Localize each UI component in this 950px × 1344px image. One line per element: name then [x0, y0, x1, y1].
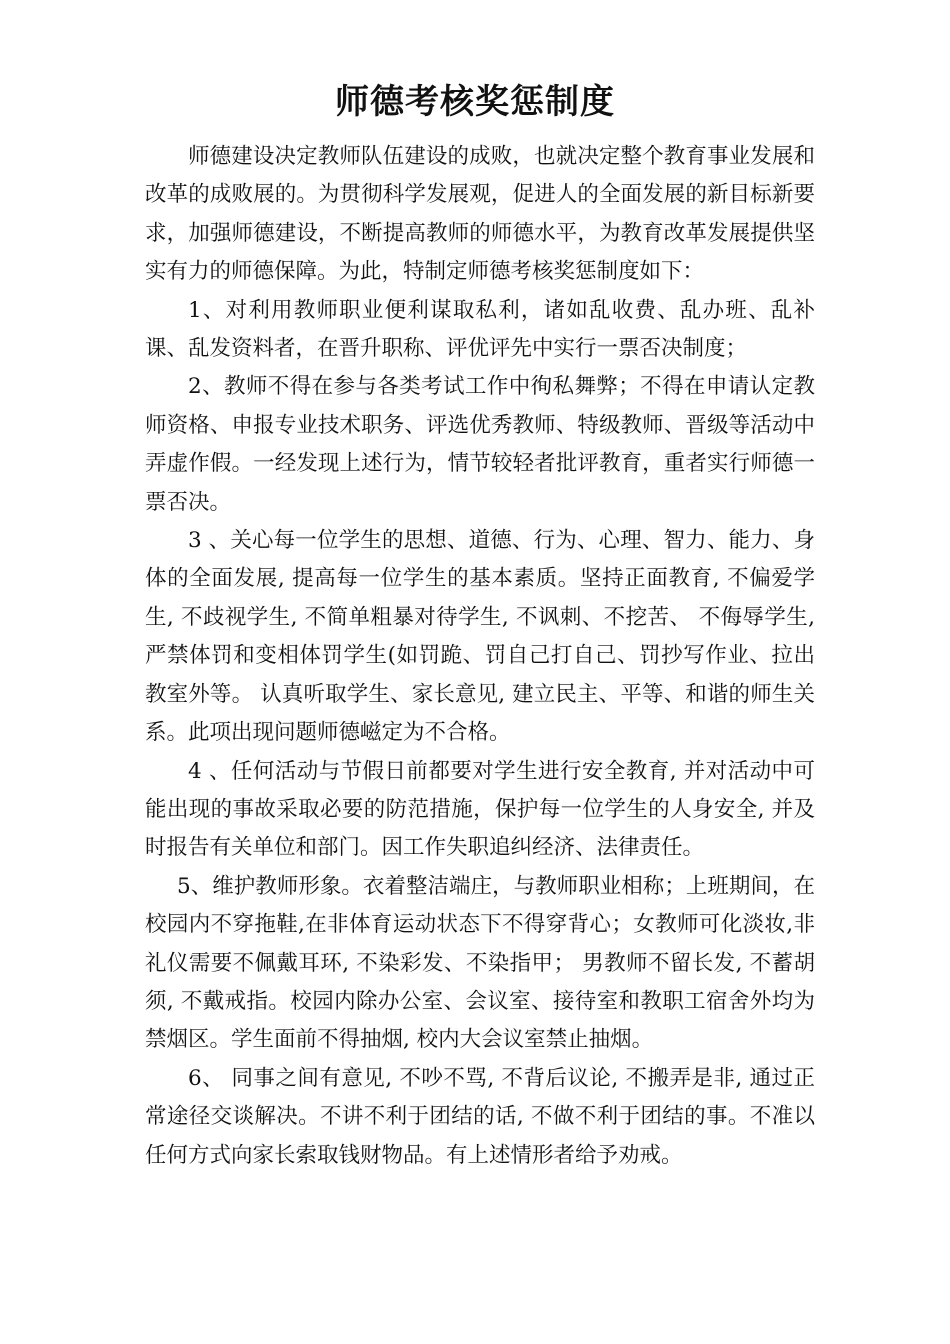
- document-title: 师德考核奖惩制度: [335, 82, 615, 122]
- rule-3-paragraph: 3 、关心每一位学生的思想、道德、行为、心理、智力、能力、身体的全面发展, 提高每一位学生的基本素质。坚持正面教育, 不偏爱学生, 不歧视学生, 不简单粗暴对待学生, 不讽刺、不挖苦、 不侮辱学生, 严禁体罚和变相体罚学生(如罚跪、罚自己打自己、罚抄写作业、拉出教室外等。 认真听取学生、家长意见, 建立民主、平等、和谐的师生关系。此项出现问题师德嵫定为不合格。: [145, 528, 815, 746]
- intro-paragraph: 师德建设决定教师队伍建设的成败，也就决定整个教育事业发展和改革的成败展的。为贯彻科学发展观，促进人的全面发展的新目标新要求，加强师德建设，不断提高教师的师德水平，为教育改革发展提供坚实有力的师德保障。为此，特制定师德考核奖惩制度如下：: [145, 144, 815, 285]
- rule-4-paragraph: 4 、任何活动与节假日前都要对学生进行安全教育, 并对活动中可能出现的事故采取必要的防范措施，保护每一位学生的人身安全, 并及时报告有关单位和部门。因工作失职追纠经济、法律责任。: [145, 758, 815, 861]
- rule-6-paragraph: 6、 同事之间有意见, 不吵不骂, 不背后议论, 不搬弄是非, 通过正常途径交谈解决。不讲不利于团结的话, 不做不利于团结的事。不准以任何方式向家长索取钱财物品。有上述情形者给予劝戒。: [145, 1065, 815, 1168]
- rule-5-paragraph: 5、维护教师形象。衣着整洁端庄，与教师职业相称；上班期间，在校园内不穿拖鞋,在非体育运动状态下不得穿背心；女教师可化淡妆,非礼仪需要不佩戴耳环, 不染彩发、不染指甲； 男教师不留长发, 不蓄胡须, 不戴戒指。校园内除办公室、会议室、接待室和教职工宿舍外均为禁烟区。学生面前不得抽烟, 校内大会议室禁止抽烟。: [145, 873, 815, 1053]
- rule-2-paragraph: 2、教师不得在参与各类考试工作中徇私舞弊；不得在申请认定教师资格、申报专业技术职务、评选优秀教师、特级教师、晋级等活动中弄虚作假。一经发现上述行为，情节较轻者批评教育，重者实行师德一票否决。: [145, 374, 815, 515]
- rule-1-paragraph: 1、对利用教师职业便利谋取私利，诸如乱收费、乱办班、乱补课、乱发资料者，在晋升职称、评优评先中实行一票否决制度；: [145, 297, 815, 362]
- document-body: [145, 138, 815, 1175]
